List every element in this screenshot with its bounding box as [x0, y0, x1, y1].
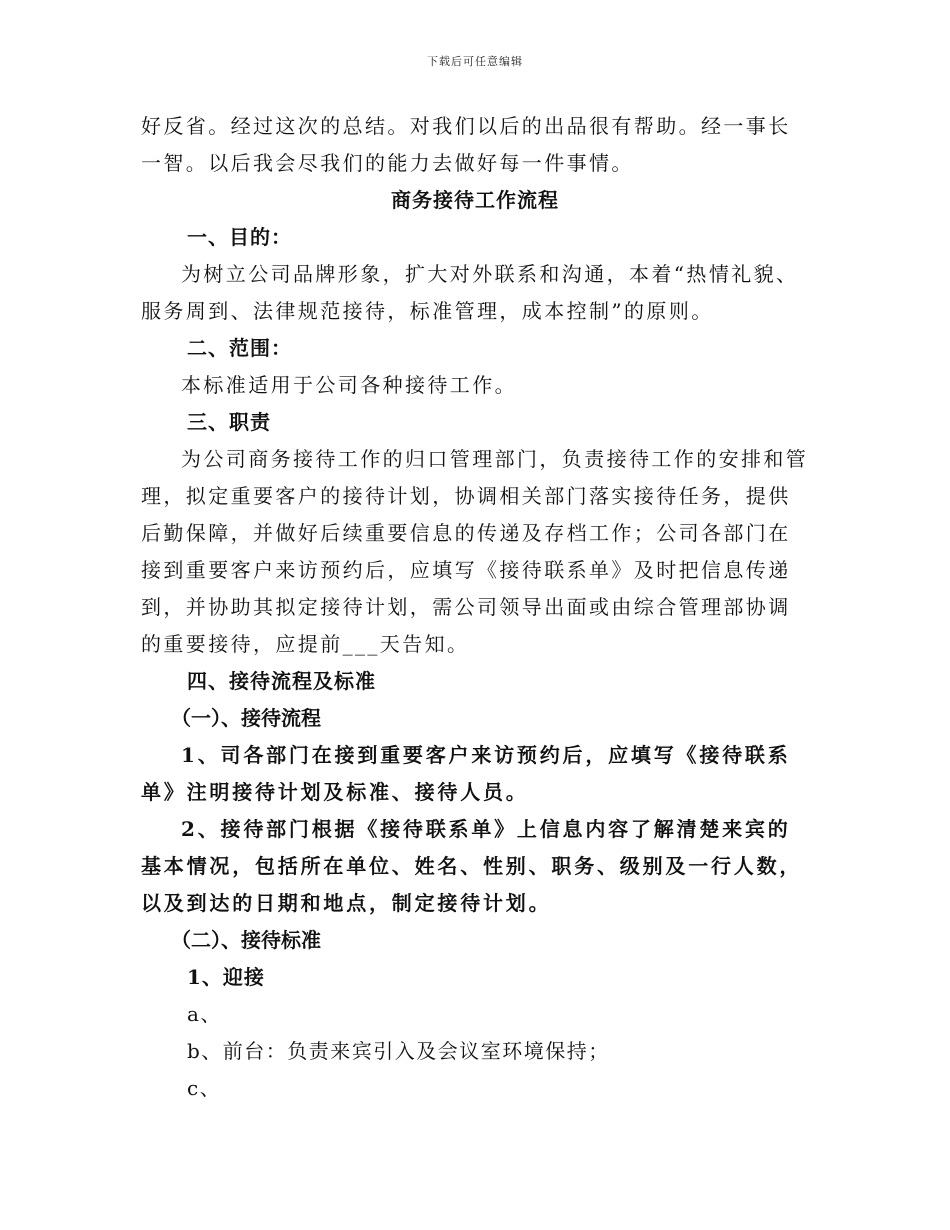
section-2-heading: 二、范围： [187, 336, 292, 360]
section-3-body: 为公司商务接待工作的归口管理部门，负责接待工作的安排和管理，拟定重要客户的接待计划，协调相关部门落实接待任务，提供后勤保障，并做好后续重要信息的传递及存档工作；公司各部门在接到重要客户来访预约后，应填写《接待联系单》及时把信息传递到，并协助其拟定接待计划，需公司领导出面或由综合管理部协调的重要接待，应提前___天告知。 [141, 447, 809, 656]
list-item-a: a、 [187, 1002, 222, 1026]
page-header: 下载后可任意编辑 [427, 55, 523, 68]
section-4-item-2: 2、接待部门根据《接待联系单》上信息内容了解清楚来宾的基本情况，包括所在单位、姓名、性别、职务、级别及一行人数，以及到达的日期和地点，制定接待计划。 [141, 817, 803, 915]
section-1-heading: 一、目的： [187, 225, 292, 249]
intro-paragraph: 好反省。经过这次的总结。对我们以后的出品很有帮助。经一事长一智。以后我会尽我们的能力去做好每一件事情。 [141, 114, 791, 175]
section-4-subheading-2: （二）、接待标准 [171, 928, 321, 952]
section-1-body: 为树立公司品牌形象，扩大对外联系和沟通，本着“热情礼貌、服务周到、法律规范接待，标准管理，成本控制”的原则。 [141, 262, 799, 323]
section-2-body: 本标准适用于公司各种接待工作。 [181, 373, 517, 397]
section-4-heading: 四、接待流程及标准 [187, 669, 376, 693]
list-item-c: c、 [187, 1076, 222, 1100]
document-title: 商务接待工作流程 [391, 188, 559, 212]
list-item-b: b、前台：负责来宾引入及会议室环境保持； [187, 1039, 610, 1063]
section-3-heading: 三、职责 [187, 410, 271, 434]
document-body [141, 108, 809, 1107]
section-4-subheading-1: （一）、接待流程 [171, 706, 321, 730]
section-4-sub2-item-1: 1、迎接 [187, 965, 265, 989]
section-4-item-1: 1、司各部门在接到重要客户来访预约后，应填写《接待联系单》注明接待计划及标准、接待人员。 [141, 743, 791, 804]
